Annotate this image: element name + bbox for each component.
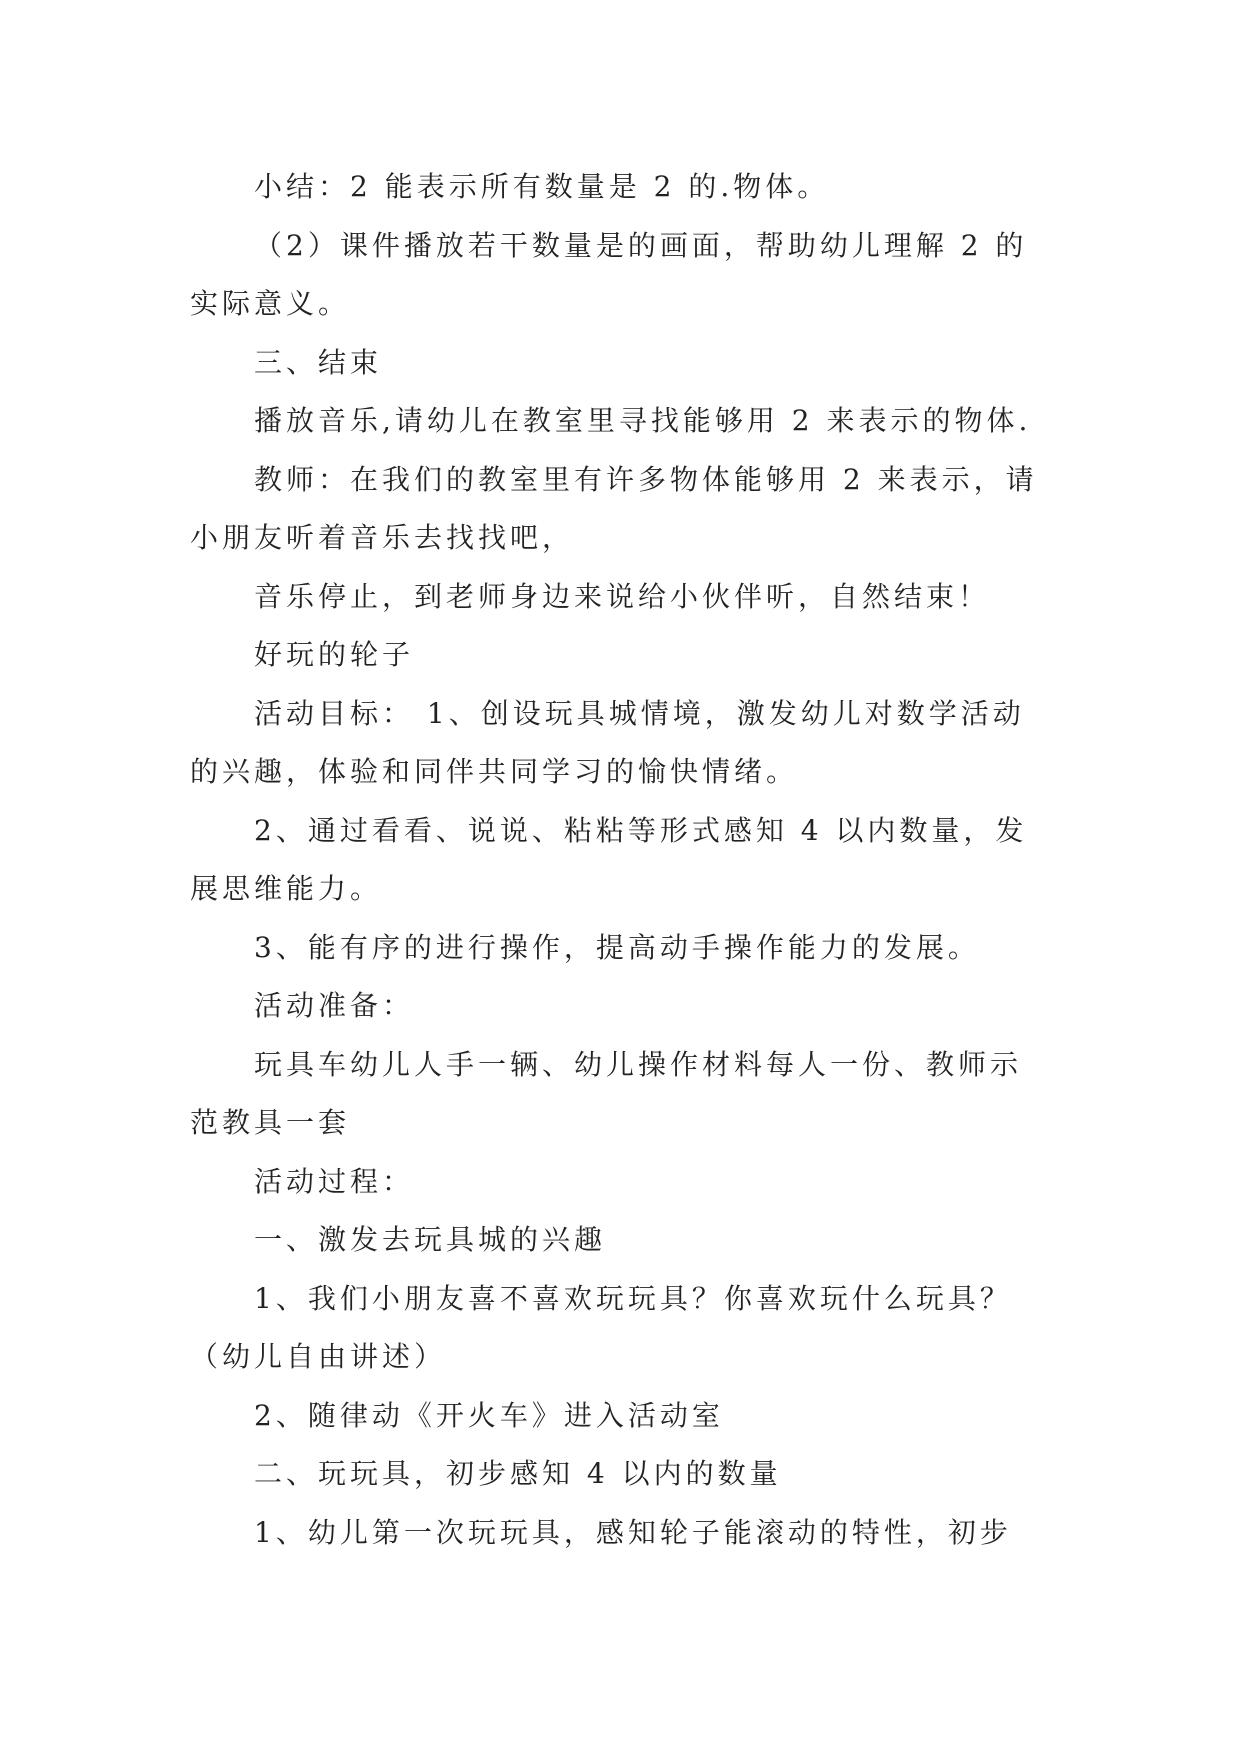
section-heading-end: 三、结束 [254, 345, 383, 379]
document-body [190, 158, 1048, 1562]
paragraph-step-1-1: 1、我们小朋友喜不喜欢玩玩具？你喜欢玩什么玩具？（幼儿自由讲述） [190, 1281, 1012, 1373]
section-heading-process: 活动过程： [254, 1164, 415, 1198]
paragraph-goal-2: 2、通过看看、说说、粘粘等形式感知 4 以内数量，发展思维能力。 [190, 813, 1028, 905]
step-heading-1: 一、激发去玩具城的兴趣 [254, 1223, 607, 1256]
paragraph-summary: 小结：2 能表示所有数量是 2 的.物体。 [254, 170, 830, 203]
lesson-title: 好玩的轮子 [254, 638, 415, 671]
paragraph-goals: 活动目标： 1、创设玩具城情境，激发幼儿对数学活动的兴趣，体验和同伴共同学习的愉快情绪。 [190, 696, 1025, 788]
paragraph-step-2-1: 1、幼儿第一次玩玩具，感知轮子能滚动的特性，初步 [254, 1515, 1012, 1549]
paragraph-step-1-2: 2、随律动《开火车》进入活动室 [254, 1398, 724, 1432]
section-heading-preparation: 活动准备： [254, 989, 415, 1022]
paragraph-teacher: 教师：在我们的教室里有许多物体能够用 2 来表示，请小朋友听着音乐去找找吧， [190, 462, 1038, 554]
paragraph-music-stop: 音乐停止，到老师身边来说给小伙伴听，自然结束！ [254, 579, 991, 613]
step-heading-2: 二、玩玩具，初步感知 4 以内的数量 [254, 1457, 782, 1490]
paragraph-music: 播放音乐,请幼儿在教室里寻找能够用 2 来表示的物体. [254, 404, 1032, 437]
paragraph-courseware: （2）课件播放若干数量是的画面，帮助幼儿理解 2 的实际意义。 [190, 228, 1028, 320]
paragraph-goal-3: 3、能有序的进行操作，提高动手操作能力的发展。 [254, 930, 980, 964]
paragraph-materials: 玩具车幼儿人手一辆、幼儿操作材料每人一份、教师示范教具一套 [190, 1047, 1023, 1139]
